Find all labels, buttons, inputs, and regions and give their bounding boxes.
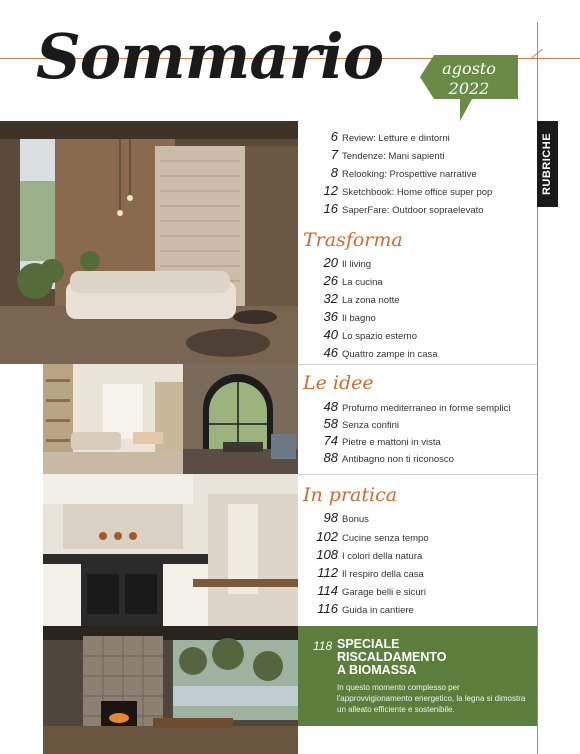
page-number: 16 [323,201,338,216]
entry-title: Quattro zampe in casa [342,349,438,360]
page-number: 48 [323,399,338,414]
toc-entry [305,129,450,144]
entry-title: Tendenze: Mani sapienti [342,151,445,162]
section-heading-le-idee: Le idee [303,372,374,394]
toc-entry [305,601,414,616]
toc-entry [305,327,417,342]
entry-title: La cucina [342,277,383,288]
entry-title: Review: Letture e dintorni [342,133,450,144]
speciale-page-number: 118 [313,639,333,653]
entry-title: Pietre e mattoni in vista [342,437,441,448]
date-badge [420,55,518,121]
page-number: 102 [316,529,338,544]
entry-title: Lo spazio esterno [342,331,417,342]
date-year: 2022 [448,79,490,98]
page-number: 32 [323,291,338,306]
page-number: 58 [323,416,338,431]
toc-entry [305,583,426,598]
page-number: 116 [317,601,338,616]
entry-title: Il living [342,259,372,270]
toc-entry [305,345,438,360]
page-number: 108 [316,547,338,562]
page-number: 6 [330,129,338,144]
page-title: Sommario [36,20,384,93]
page-number: 8 [330,165,338,180]
section-divider [298,474,537,475]
toc-entry [305,165,477,180]
speciale-title-line: RISCALDAMENTO [337,650,447,664]
entry-title: Cucine senza tempo [342,533,429,544]
page-number: 114 [317,583,338,598]
page-number: 26 [323,273,338,288]
rubriche-text: RUBRICHE [541,132,554,196]
toc-entry [305,183,492,198]
toc-entry [305,201,484,216]
page-number: 88 [323,450,338,465]
fireplace-photo [43,626,298,754]
entry-title: Bonus [342,514,369,525]
section-heading-trasforma: Trasforma [303,229,403,251]
section-divider [298,364,537,365]
white-living-photo [43,364,183,474]
page-number: 36 [323,309,338,324]
entry-title: La zona notte [342,295,400,306]
entry-title: I colori della natura [342,551,423,562]
toc-entry [305,433,441,448]
page-number: 40 [323,327,338,342]
entry-title: Senza confini [342,420,400,431]
entry-title: Il bagno [342,313,376,324]
living-room-photo [0,121,298,364]
speciale-title-line: SPECIALE [337,637,400,651]
toc-entry [305,147,444,162]
speciale-description: In questo momento complesso per l'approvvigionamento energetico, la legna si dimostra un alleato efficiente e sostenibile. [337,683,526,714]
entry-title: Antibagno non ti riconosco [342,454,454,465]
toc-entry [305,510,369,525]
toc-entry [305,255,371,270]
page-number: 98 [323,510,338,525]
toc-entry [305,416,399,431]
page-number: 20 [323,255,338,270]
page-number: 74 [323,433,338,448]
toc-entry [305,529,429,544]
toc-entry [305,565,424,580]
page-number: 112 [317,565,338,580]
date-month: agosto [442,59,496,78]
toc-entry [305,450,454,465]
entry-title: Relooking: Prospettive narrative [342,169,477,180]
toc-entry [305,399,510,414]
toc-entry [305,273,383,288]
entry-title: SaperFare: Outdoor sopraelevato [342,205,484,216]
kitchen-photo [43,474,298,626]
section-heading-in-pratica: In pratica [303,484,398,506]
page-number: 7 [330,147,338,162]
entry-title: Garage belli e sicuri [342,587,426,598]
speciale-title-line: A BIOMASSA [337,663,417,677]
toc-entry [305,309,376,324]
page-number: 12 [323,183,338,198]
page-number: 46 [323,345,338,360]
entry-title: Il respiro della casa [342,569,424,580]
entry-title: Profumo mediterraneo in forme semplici [342,403,511,414]
stone-arch-photo [183,364,298,474]
toc-entry [305,547,422,562]
entry-title: Sketchbook: Home office super pop [342,187,493,198]
rubriche-tab-label [537,121,558,207]
toc-entry [305,291,400,306]
entry-title: Guida in cantiere [342,605,414,616]
